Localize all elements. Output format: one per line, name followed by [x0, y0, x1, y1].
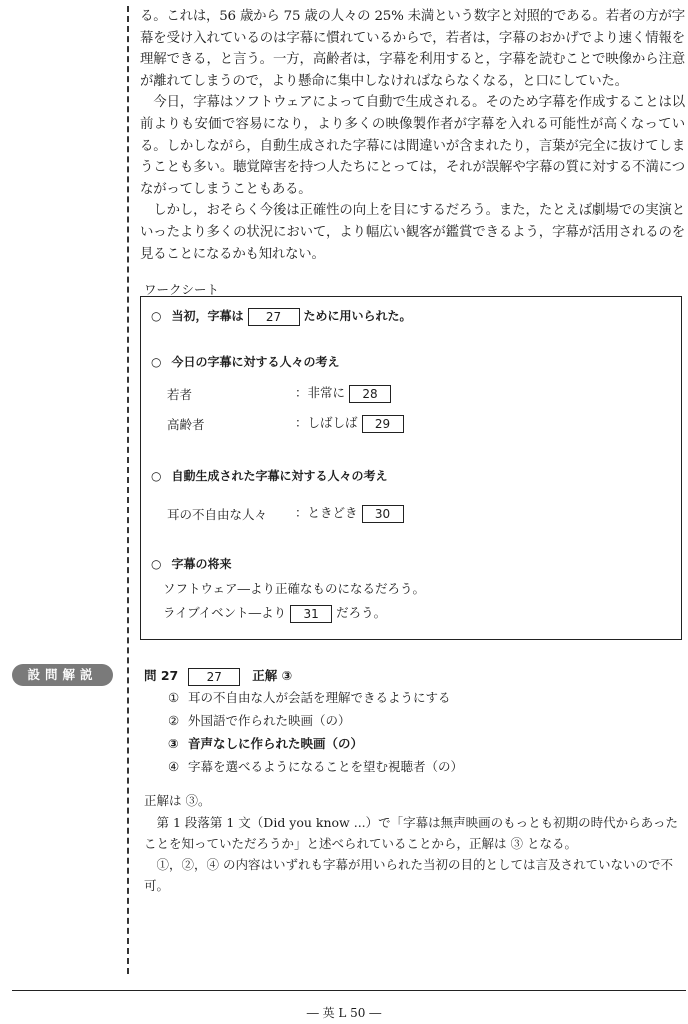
ws-text: ライブイベント―より [163, 605, 287, 620]
ws-text: ために用いられた。 [303, 309, 412, 323]
passage-paragraph: 今日，字幕はソフトウェアによって自動で生成される。そのため字幕を作成することは以前よりも安価で容易になり，より多くの映像製作者が字幕を入れる可能性が高くなっている。しかしながら，自動生成された字幕には間違いが含まれたり，言葉が完全に抜けてしまうことも多い。聴覚障害を持つ人たちにとっては，それが誤解や字幕の質に対する不満につながってしまうこともある。 [140, 95, 685, 197]
option-number: ④ [168, 759, 180, 774]
answer-box-27[interactable]: 27 [248, 308, 300, 326]
option-text: 字幕を選べるようになることを望む視聴者（の） [188, 759, 464, 774]
worksheet-heading-future [151, 555, 232, 572]
answer-box-30[interactable]: 30 [362, 505, 404, 523]
option-number: ② [168, 713, 180, 728]
worksheet-box [140, 296, 682, 640]
option-number: ① [168, 690, 180, 705]
question-box: 27 [188, 668, 240, 686]
ws-heading: 字幕の将来 [171, 557, 232, 571]
option-text: 外国語で作られた映画（の） [188, 713, 351, 728]
bottom-rule [12, 990, 686, 991]
passage-paragraph: しかし，おそらく今後は正確性の向上を目にするだろう。また，たとえば劇場での実演といったより多くの状況において，より幅広い観客が鑑賞できるよう，字幕が活用されるのを見ることになるかも知れない。 [140, 203, 685, 262]
dashed-margin-line [127, 6, 129, 974]
ws-row-deaf [295, 503, 408, 523]
ws-future-software: ソフトウェア―より正確なものになるだろう。 [163, 581, 426, 596]
ws-future-live [163, 603, 386, 623]
ws-text: だろう。 [336, 605, 387, 620]
passage [140, 6, 685, 265]
circle-bullet-icon: ○ [151, 355, 162, 369]
option-1 [168, 688, 451, 706]
ws-text: ：ときどき [295, 505, 358, 520]
answer-box-31[interactable]: 31 [290, 605, 332, 623]
worksheet-item-initial-purpose [151, 307, 412, 326]
answer-label: 正解 ③ [252, 668, 293, 683]
ws-text: ：非常に [295, 385, 346, 400]
question-label: 問 27 [144, 668, 179, 683]
circle-bullet-icon: ○ [151, 469, 162, 483]
ws-label-young: 若者 [167, 387, 193, 402]
option-number: ③ [168, 736, 179, 751]
passage-paragraph: る。これは，56 歳から 75 歳の人々の 25% 未満という数字と対照的である。若者の方が字幕を受け入れているのは字幕に慣れているからで，若者は，字幕のおかげでより速く情報を理解できる，と言う。一方，高齢者は，字幕を利用すると，字幕を読むことで映像から注意が離れてしまうので，より懸命に集中しなければならなくなる，と口にしていた。 [140, 9, 685, 89]
option-text: 耳の不自由な人が会話を理解できるようにする [188, 690, 451, 705]
ws-text: 当初，字幕は [171, 309, 244, 323]
ws-label-elderly: 高齢者 [167, 417, 205, 432]
circle-bullet-icon: ○ [151, 309, 162, 323]
ws-heading: 自動生成された字幕に対する人々の考え [171, 469, 388, 483]
answer-box-28[interactable]: 28 [349, 385, 391, 403]
option-2 [168, 711, 351, 729]
worksheet-title: ワークシート [144, 282, 220, 297]
correct-answer: 正解は ③。 [144, 793, 211, 808]
circle-bullet-icon: ○ [151, 557, 162, 571]
section-tag: 設問解説 [12, 664, 113, 686]
worksheet-heading-auto [151, 467, 388, 484]
question-header [144, 666, 292, 686]
answer-box-29[interactable]: 29 [362, 415, 404, 433]
worksheet-heading-today [151, 353, 340, 370]
ws-row-young [295, 383, 395, 403]
option-text: 音声なしに作られた映画（の） [188, 736, 364, 751]
page-number: ― 英 L 50 ― [306, 1006, 382, 1020]
ws-label-deaf: 耳の不自由な人々 [167, 507, 268, 522]
explanation-1: 第 1 段落第 1 文（Did you know ...）で「字幕は無声映画のもっとも初期の時代からあったことを知っていただろうか」と述べられていることから，正解は ③ となる。 [144, 815, 679, 851]
option-4 [168, 757, 463, 775]
option-3 [168, 734, 363, 752]
explanation-2: ①，②，④ の内容はいずれも字幕が用いられた当初の目的としては言及されていないので不可。 [144, 857, 673, 893]
ws-text: ：しばしば [295, 415, 358, 430]
ws-row-elderly [295, 413, 408, 433]
ws-heading: 今日の字幕に対する人々の考え [171, 355, 340, 369]
